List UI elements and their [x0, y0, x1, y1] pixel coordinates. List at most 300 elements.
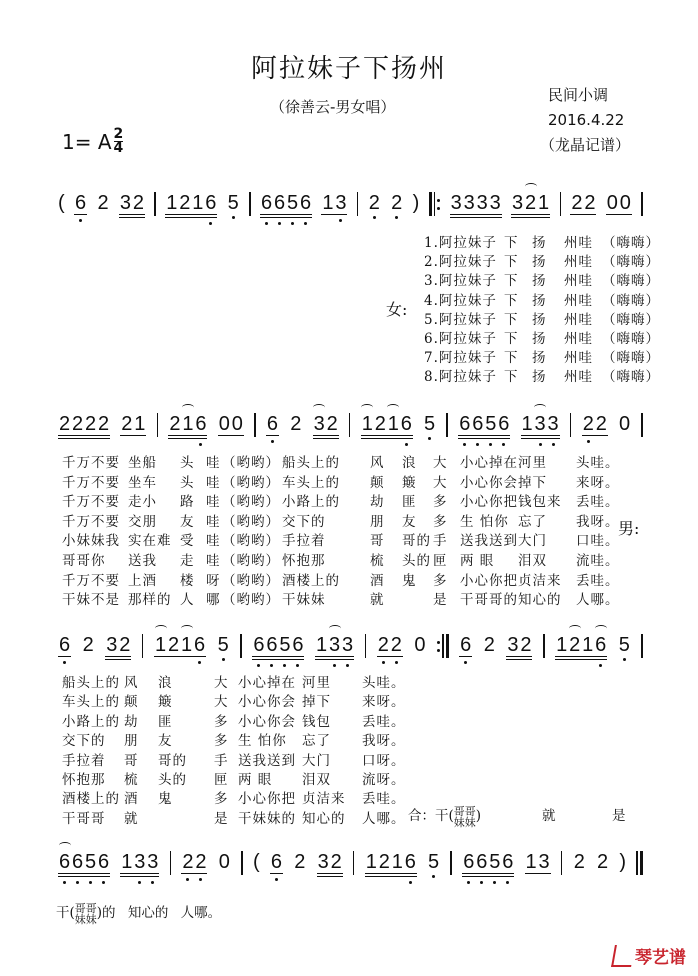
lyric-syllables: 多: [433, 513, 448, 530]
note: 6: [58, 851, 71, 873]
note: 3: [547, 413, 560, 435]
lyric-syllables: 楼: [180, 572, 195, 589]
beam-underline: [313, 438, 339, 439]
lyric-syllables: 州哇: [564, 254, 593, 271]
lyric-syllables: 下: [504, 235, 519, 251]
lyric-syllables: 手: [214, 752, 229, 769]
beam-underline: [252, 659, 304, 660]
note-group: [58, 851, 110, 875]
lyric-syllables: 匪: [402, 494, 417, 511]
lyric-syllables: 友: [402, 513, 417, 530]
note: 3: [538, 851, 550, 873]
ornament-arc: [181, 625, 193, 632]
beam-underline: [570, 214, 596, 215]
note: 5: [217, 634, 230, 656]
note: 3: [489, 192, 501, 214]
lyric-syllables: 鬼: [402, 572, 417, 589]
lyric-syllables: 哇: [206, 553, 221, 569]
note: 2: [568, 634, 581, 656]
low-octave-dot: [63, 661, 66, 664]
close-paren: ): [412, 192, 420, 214]
note-group: [413, 634, 426, 658]
thin-bar: [636, 851, 638, 875]
lyric-syllables: 船头上的: [282, 455, 340, 471]
note-group: [618, 413, 631, 437]
lyric-syllables: 忘了: [518, 513, 547, 530]
lyric-syllables: 州哇: [564, 273, 593, 290]
low-octave-dot: [270, 664, 273, 667]
beam-underline: [361, 438, 413, 439]
open-paren: (: [252, 851, 260, 873]
low-octave-dot: [232, 216, 235, 219]
note: 6: [458, 413, 471, 435]
note-group: [289, 413, 302, 437]
barline: [641, 192, 643, 216]
open-paren: (: [58, 192, 65, 214]
lyric-syllables: 小心你把: [460, 572, 518, 589]
note-group: [321, 192, 347, 216]
beam-underline: [365, 873, 417, 874]
beam-underline: [58, 876, 110, 877]
chorus-close: ): [475, 808, 482, 824]
note: 6: [501, 851, 514, 873]
lyric-syllables: （哟哟）: [222, 533, 280, 550]
note: 6: [270, 851, 283, 873]
beam-underline: [74, 214, 87, 215]
low-octave-dot: [493, 881, 496, 884]
beam-underline: [555, 656, 607, 657]
ornament-arc: [329, 625, 341, 632]
low-octave-dot: [346, 664, 349, 667]
note: 6: [273, 192, 286, 214]
note: 2: [82, 634, 94, 656]
note-group: [506, 634, 532, 658]
note: 2: [377, 634, 390, 656]
lyric-syllables: 掉下: [302, 694, 331, 711]
key-signature: [62, 128, 123, 155]
note-group: [596, 851, 609, 875]
note-group: [377, 634, 403, 658]
lyric-syllables: 大: [214, 675, 229, 691]
lyric-syllables: 头: [180, 474, 195, 491]
beam-underline: [462, 876, 514, 877]
note-group: [525, 851, 551, 875]
note: 5: [488, 851, 501, 873]
lyric-syllables: 酒: [370, 572, 385, 589]
lyric-syllables: 8.阿拉妹子: [424, 369, 497, 386]
lyric-syllables: 州哇: [564, 350, 593, 367]
note: 1: [181, 413, 194, 435]
beam-underline: [260, 217, 312, 218]
note-group: [570, 192, 596, 216]
note: 2: [132, 192, 144, 214]
lyric-syllables: 手拉着: [62, 752, 106, 769]
barline: [561, 851, 563, 875]
lyric-syllables: 送我送到: [460, 533, 518, 550]
note-group: [252, 634, 304, 658]
lyric-syllables: （嗨嗨）: [602, 235, 660, 251]
repeat-dots: [437, 199, 440, 210]
lyric-syllables: 匣: [214, 772, 229, 788]
note-group: [390, 192, 403, 216]
low-octave-dot: [463, 443, 466, 446]
lyric-syllables: 流哇。: [576, 553, 620, 569]
repeat-start: [429, 192, 441, 216]
beam-underline: [521, 438, 560, 439]
note-group: [105, 634, 131, 658]
note: 6: [252, 634, 265, 656]
note: 6: [260, 192, 273, 214]
lyric-syllables: 多: [433, 494, 448, 511]
beam-underline: [168, 438, 207, 439]
lyric-syllables: 朋: [124, 733, 139, 750]
low-octave-dot: [271, 440, 274, 443]
low-octave-dot: [476, 443, 479, 446]
lyric-syllables: 7.阿拉妹子: [424, 350, 497, 367]
lyric-syllables: 口哇。: [576, 533, 620, 550]
note: 1: [391, 851, 403, 873]
lyric-syllables: 下: [504, 369, 519, 386]
note-group: [168, 413, 207, 437]
note: 2: [290, 413, 302, 435]
female-voice-label: 女:: [386, 300, 408, 319]
low-octave-dot: [464, 661, 467, 664]
lyric-syllables: 干哥哥: [62, 810, 106, 827]
lyric-syllables: 扬: [532, 331, 547, 347]
barline: [450, 851, 452, 875]
lyric-syllables: 下: [504, 311, 519, 328]
note: 3: [341, 634, 354, 656]
lyric-syllables: 丢哇。: [362, 791, 406, 808]
barline: [142, 634, 144, 658]
beam-underline: [458, 438, 510, 439]
low-octave-dot: [502, 443, 505, 446]
note: 2: [330, 851, 342, 873]
note: 2: [71, 413, 84, 435]
beam-underline: [119, 214, 145, 215]
note: 6: [404, 851, 417, 873]
note: 6: [299, 192, 312, 214]
lyric-syllables: 小心你把: [238, 791, 296, 808]
beam-underline: [58, 656, 71, 657]
lyric-syllables: 知心的: [302, 810, 346, 827]
note: 6: [497, 413, 510, 435]
lyric-syllables: 掉下: [518, 474, 547, 491]
low-octave-dot: [275, 878, 278, 881]
note: 6: [74, 192, 87, 214]
low-octave-dot: [257, 664, 260, 667]
lyric-syllables: 河里: [518, 455, 547, 471]
lyric-syllables: （嗨嗨）: [602, 273, 660, 290]
lyric-syllables: 实在难: [128, 533, 172, 550]
note-group: [218, 851, 231, 875]
lyric-syllables: 泪双: [302, 772, 331, 788]
low-octave-dot: [539, 443, 542, 446]
lyric-syllables: 干哥哥的: [460, 592, 518, 609]
lyric-syllables: 州哇: [564, 331, 593, 347]
chorus-label: 合：干(: [408, 808, 454, 824]
note: 6: [475, 851, 488, 873]
lyric-syllables: 手: [433, 533, 448, 550]
beam-underline: [165, 217, 217, 218]
lyric-syllables: 哥: [370, 533, 385, 550]
barline: [446, 413, 448, 437]
note: 1: [538, 192, 550, 214]
beam-underline: [58, 873, 110, 874]
beam-underline: [582, 435, 608, 436]
low-octave-dot: [428, 437, 431, 440]
low-octave-dot: [467, 881, 470, 884]
thick-bar: [446, 634, 449, 658]
low-octave-dot: [599, 664, 602, 667]
beam-underline: [120, 435, 146, 436]
note-group: [423, 413, 436, 437]
note: 3: [146, 851, 159, 873]
note: 2: [97, 413, 110, 435]
note: 2: [119, 634, 131, 656]
lyric-syllables: 是: [433, 592, 448, 609]
note: 1: [192, 192, 204, 214]
note: 2: [571, 192, 583, 214]
note: 1: [315, 634, 328, 656]
note: 1: [525, 851, 537, 873]
lyric-syllables: 大门: [518, 533, 547, 550]
lyric-syllables: 头的: [158, 772, 187, 788]
beam-underline: [555, 659, 607, 660]
lyric-syllables: 小心你把: [460, 494, 518, 511]
lyric-syllables: 流呀。: [362, 772, 406, 788]
lyric-syllables: 风: [124, 675, 139, 691]
note: 6: [266, 413, 279, 435]
note: 6: [71, 851, 84, 873]
lyric-syllables: 小心你会: [238, 713, 296, 730]
beam-underline: [462, 873, 514, 874]
lyric-syllables: 扬: [532, 254, 547, 271]
thick-bar: [429, 192, 432, 216]
lyric-syllables: 千万不要: [62, 513, 120, 530]
note: 3: [106, 634, 118, 656]
note: 0: [218, 851, 230, 873]
ornament-arc: [155, 625, 167, 632]
note-group: [555, 634, 607, 658]
lyric-syllables: 走小: [128, 494, 157, 511]
barline: [641, 634, 643, 658]
lyric-syllables: 交下的: [62, 733, 106, 750]
performers: （徐善云-男女唱）: [270, 98, 396, 116]
lyric-syllables: 头的: [402, 553, 431, 569]
barline: [570, 413, 572, 437]
lyric-syllables: 州哇: [564, 235, 593, 251]
ornament-arc: [59, 842, 71, 849]
lyric-syllables: 知心的: [518, 592, 562, 609]
low-octave-dot: [199, 443, 202, 446]
ending-lyrics: [56, 901, 221, 925]
barline: [241, 851, 243, 875]
low-octave-dot: [222, 658, 225, 661]
lyric-syllables: 酒楼上的: [62, 791, 120, 808]
note-group: [293, 851, 306, 875]
beam-underline: [165, 214, 217, 215]
lyric-syllables: 泪双: [518, 553, 547, 569]
lyric-syllables: 手拉着: [282, 533, 326, 550]
note-group: [120, 851, 159, 875]
stacked-lyric: [75, 903, 97, 925]
lyric-syllables: 劫: [124, 713, 139, 730]
note: 6: [193, 634, 206, 656]
lyric-syllables: （嗨嗨）: [602, 369, 660, 386]
note: 1: [387, 413, 400, 435]
lyric-syllables: 千万不要: [62, 572, 120, 589]
ending-post: )的: [96, 905, 116, 921]
note-group: [459, 634, 472, 658]
note: 2: [294, 851, 306, 873]
lyric-syllables: 小心掉在: [460, 455, 518, 471]
lyric-syllables: 酒楼上的: [282, 572, 340, 589]
note-group: [427, 851, 440, 875]
time-signature: [114, 128, 124, 155]
beam-underline: [506, 659, 532, 660]
lyric-syllables: 头哇。: [576, 455, 620, 471]
note: 1: [154, 634, 167, 656]
lyric-syllables: 干妹妹的: [238, 810, 296, 827]
lyric-syllables: 口呀。: [362, 752, 406, 769]
beam-underline: [168, 435, 207, 436]
lyric-syllables: 怀抱那: [282, 553, 326, 569]
note: 2: [374, 413, 386, 435]
lyric-syllables: 生 怕你: [460, 513, 509, 530]
chorus-lyrics: [408, 804, 626, 829]
note: 3: [507, 634, 519, 656]
ornament-arc: [182, 404, 194, 411]
lyric-syllables: 丢哇。: [576, 494, 620, 511]
beam-underline: [266, 435, 279, 436]
stack-top: 哥哥: [453, 804, 476, 818]
lyric-syllables: 扬: [532, 311, 547, 328]
note: 2: [167, 634, 180, 656]
note: 3: [119, 192, 131, 214]
note-group: [361, 413, 413, 437]
ornament-arc: [595, 625, 607, 632]
beam-underline: [105, 659, 131, 660]
lyric-syllables: 坐船: [128, 455, 157, 471]
lyric-syllables: 友: [180, 513, 195, 530]
lyric-syllables: 扬: [532, 235, 547, 251]
note-group: [218, 413, 244, 437]
note: 2: [58, 413, 71, 435]
lyric-syllables: 贞洁来: [518, 572, 562, 589]
lyric-syllables: 走: [180, 553, 195, 569]
low-octave-dot: [304, 222, 307, 225]
lyric-syllables: 小心掉在: [238, 675, 296, 691]
note-group: [58, 634, 71, 658]
lyric-syllables: （哟哟）: [222, 513, 280, 530]
note: 2: [179, 192, 191, 214]
beam-underline: [317, 873, 343, 874]
ornament-arc: [569, 625, 581, 632]
close-paren: ): [619, 851, 627, 873]
ending-word: 知心的: [127, 905, 169, 921]
note-group: [483, 634, 496, 658]
lyric-syllables: 梳: [370, 553, 385, 569]
low-octave-dot: [587, 440, 590, 443]
note-group: [74, 192, 87, 216]
lyric-syllables: 小路上的: [62, 713, 120, 730]
beam-underline: [105, 656, 131, 657]
lyric-syllables: 多: [214, 713, 229, 730]
note-group: [82, 634, 95, 658]
note: 6: [265, 634, 278, 656]
lyric-syllables: 哇: [206, 494, 221, 511]
low-octave-dot: [151, 881, 154, 884]
lyric-syllables: 多: [433, 572, 448, 589]
note: 6: [204, 192, 217, 214]
note: 6: [462, 851, 475, 873]
low-octave-dot: [102, 881, 105, 884]
note-group: [270, 851, 283, 875]
lyric-syllables: 匪: [158, 713, 173, 730]
beam-underline: [377, 656, 403, 657]
lyric-syllables: 颠: [370, 474, 385, 491]
note: 5: [427, 851, 440, 873]
low-octave-dot: [506, 881, 509, 884]
note: 0: [414, 634, 426, 656]
low-octave-dot: [198, 661, 201, 664]
lyric-syllables: 千万不要: [62, 494, 120, 511]
note: 0: [606, 192, 618, 214]
note: 5: [84, 851, 97, 873]
lyric-syllables: 6.阿拉妹子: [424, 331, 497, 347]
barline: [543, 634, 545, 658]
note: 1: [322, 192, 334, 214]
lyric-syllables: 贞洁来: [302, 791, 346, 808]
beam-underline: [120, 876, 159, 877]
note: 1: [361, 413, 374, 435]
lyric-syllables: 颠: [124, 694, 139, 711]
note: 2: [326, 413, 338, 435]
lyric-syllables: 人哪。: [576, 592, 620, 609]
note-group: [450, 192, 502, 216]
lyric-syllables: （哟哟）: [222, 455, 280, 471]
note: 3: [450, 192, 462, 214]
date: 2016.4.22: [548, 111, 625, 129]
lyric-syllables: 州哇: [564, 292, 593, 309]
lyric-syllables: （嗨嗨）: [602, 311, 660, 328]
lyric-syllables: 送我送到: [238, 752, 296, 769]
beam-underline: [119, 217, 145, 218]
lyric-syllables: 梳: [124, 772, 139, 788]
low-octave-dot: [339, 219, 342, 222]
lyric-syllables: 人哪。: [362, 810, 406, 827]
beam-underline: [58, 435, 110, 436]
low-octave-dot: [373, 216, 376, 219]
lyric-syllables: 交朋: [128, 513, 157, 530]
low-octave-dot: [186, 878, 189, 881]
note: 3: [476, 192, 488, 214]
lyric-syllables: 大: [214, 694, 229, 711]
note: 3: [534, 413, 547, 435]
lyric-syllables: 大: [433, 474, 448, 491]
repeat-end: [437, 634, 449, 658]
low-octave-dot: [623, 658, 626, 661]
low-octave-dot: [63, 881, 66, 884]
beam-underline: [181, 873, 207, 874]
lyric-syllables: 朋: [370, 513, 385, 530]
lyric-syllables: （哟哟）: [222, 494, 280, 511]
note: 0: [218, 413, 230, 435]
note: 6: [58, 634, 71, 656]
lyric-syllables: 多: [214, 733, 229, 750]
note: 2: [584, 192, 596, 214]
